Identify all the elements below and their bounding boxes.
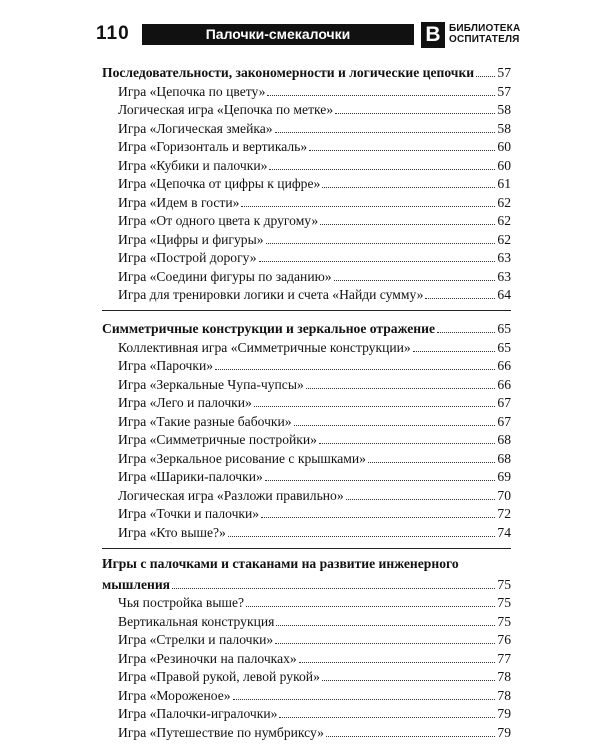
toc-item[interactable]: Игра «Горизонталь и вертикаль» 60 (118, 139, 511, 154)
toc-section-symmetry (102, 318, 511, 541)
toc-item[interactable]: Игра «Такие разные бабочки» 67 (118, 413, 511, 429)
toc-section-heading[interactable]: мышления 75 (102, 576, 511, 592)
leader-dots (346, 499, 495, 500)
series-logo-letter: В (421, 22, 445, 48)
leader-dots (322, 680, 495, 681)
leader-dots (228, 536, 495, 537)
section-divider (102, 548, 511, 549)
toc-item[interactable]: Игра «Цепочка по цвету» 57 (118, 83, 511, 99)
leader-dots (294, 425, 495, 426)
toc-item[interactable]: Игра «Мороженое» 78 (118, 687, 511, 703)
series-logo (421, 22, 521, 48)
leader-dots (334, 280, 495, 281)
toc-item[interactable]: Игра «Идем в гости» 62 (118, 194, 511, 210)
section-divider (102, 310, 511, 311)
leader-dots (261, 517, 495, 518)
toc-item[interactable]: Игра «Стрелки и палочки» 76 (118, 632, 511, 647)
toc-item[interactable]: Игра «Построй дорогу» 63 (118, 250, 511, 265)
leader-dots (246, 606, 495, 607)
leader-dots (368, 462, 495, 463)
toc-item[interactable]: Игра «Симметричные постройки» 68 (118, 432, 511, 447)
toc-item[interactable]: Игра «Точки и палочки» 72 (118, 506, 511, 521)
leader-dots (172, 588, 495, 589)
leader-dots (275, 643, 495, 644)
series-logo-text (449, 23, 520, 45)
toc-section-heading-line1[interactable]: Игры с палочками и стаканами на развитие инженерного (102, 555, 459, 571)
leader-dots (326, 736, 495, 737)
table-of-contents (102, 62, 511, 741)
leader-dots (233, 699, 495, 700)
toc-item[interactable]: Логическая игра «Цепочка по метке» 58 (118, 102, 511, 117)
page-header (96, 22, 521, 50)
leader-dots (425, 298, 495, 299)
leader-dots (320, 224, 495, 225)
leader-dots (437, 332, 495, 333)
leader-dots (241, 206, 495, 207)
leader-dots (276, 625, 495, 626)
toc-item[interactable]: Игра «Кто выше?» 74 (118, 524, 511, 540)
toc-item[interactable]: Чья постройка выше? 75 (118, 595, 511, 610)
toc-item[interactable]: Игра «Путешествие по нумбриксу» 79 (118, 724, 511, 740)
leader-dots (306, 388, 495, 389)
leader-dots (413, 351, 495, 352)
leader-dots (269, 169, 495, 170)
leader-dots (275, 132, 495, 133)
leader-dots (266, 243, 495, 244)
toc-item[interactable]: Игра «Цифры и фигуры» 62 (118, 231, 511, 247)
toc-item[interactable]: Игра «Кубики и палочки» 60 (118, 157, 511, 173)
toc-item[interactable]: Игра «Зеркальные Чупа-чупсы» 66 (118, 376, 511, 392)
toc-item[interactable]: Игра «Соедини фигуры по заданию» 63 (118, 268, 511, 284)
leader-dots (215, 369, 495, 370)
toc-item[interactable]: Игра «От одного цвета к другому» 62 (118, 213, 511, 228)
leader-dots (259, 261, 495, 262)
toc-item[interactable]: Логическая игра «Разложи правильно» 70 (118, 487, 511, 503)
toc-item[interactable]: Игра «Палочки-игралочки» 79 (118, 706, 511, 721)
toc-item[interactable]: Игра «Зеркальное рисование с крышками» 68 (118, 450, 511, 466)
toc-item[interactable]: Игра «Цепочка от цифры к цифре» 61 (118, 176, 511, 191)
toc-section-heading[interactable]: Симметричные конструкции и зеркальное отражение 65 (102, 321, 511, 336)
toc-section-sequences (102, 62, 511, 303)
toc-item[interactable]: Игра «Шарики-палочки» 69 (118, 469, 511, 484)
series-logo-line2: ОСПИТАТЕЛЯ (449, 34, 520, 45)
series-logo-line1: БИБЛИОТЕКА (449, 23, 521, 34)
toc-item[interactable]: Коллективная игра «Симметричные конструкции» 65 (118, 339, 511, 355)
leader-dots (476, 76, 495, 77)
toc-item[interactable]: Игра «Правой рукой, левой рукой» 78 (118, 669, 511, 684)
toc-item[interactable]: Игра для тренировки логики и счета «Найди сумму» 64 (118, 287, 511, 302)
leader-dots (299, 662, 495, 663)
toc-item[interactable]: Игра «Парочки» 66 (118, 358, 511, 373)
leader-dots (279, 717, 495, 718)
toc-section-engineering (102, 556, 511, 741)
toc-item[interactable]: Игра «Лего и палочки» 67 (118, 395, 511, 410)
leader-dots (335, 113, 495, 114)
running-title: Палочки-смекалочки (142, 24, 414, 45)
leader-dots (319, 443, 495, 444)
leader-dots (254, 406, 495, 407)
leader-dots (265, 480, 495, 481)
toc-item[interactable]: Вертикальная конструкция 75 (118, 613, 511, 629)
leader-dots (322, 187, 495, 188)
leader-dots (267, 95, 495, 96)
page-number: 110 (96, 23, 130, 44)
toc-section-heading[interactable]: Последовательности, закономерности и логические цепочки 57 (102, 65, 511, 80)
toc-item[interactable]: Игра «Логическая змейка» 58 (118, 120, 511, 136)
toc-item[interactable]: Игра «Резиночки на палочках» 77 (118, 650, 511, 666)
leader-dots (309, 150, 495, 151)
